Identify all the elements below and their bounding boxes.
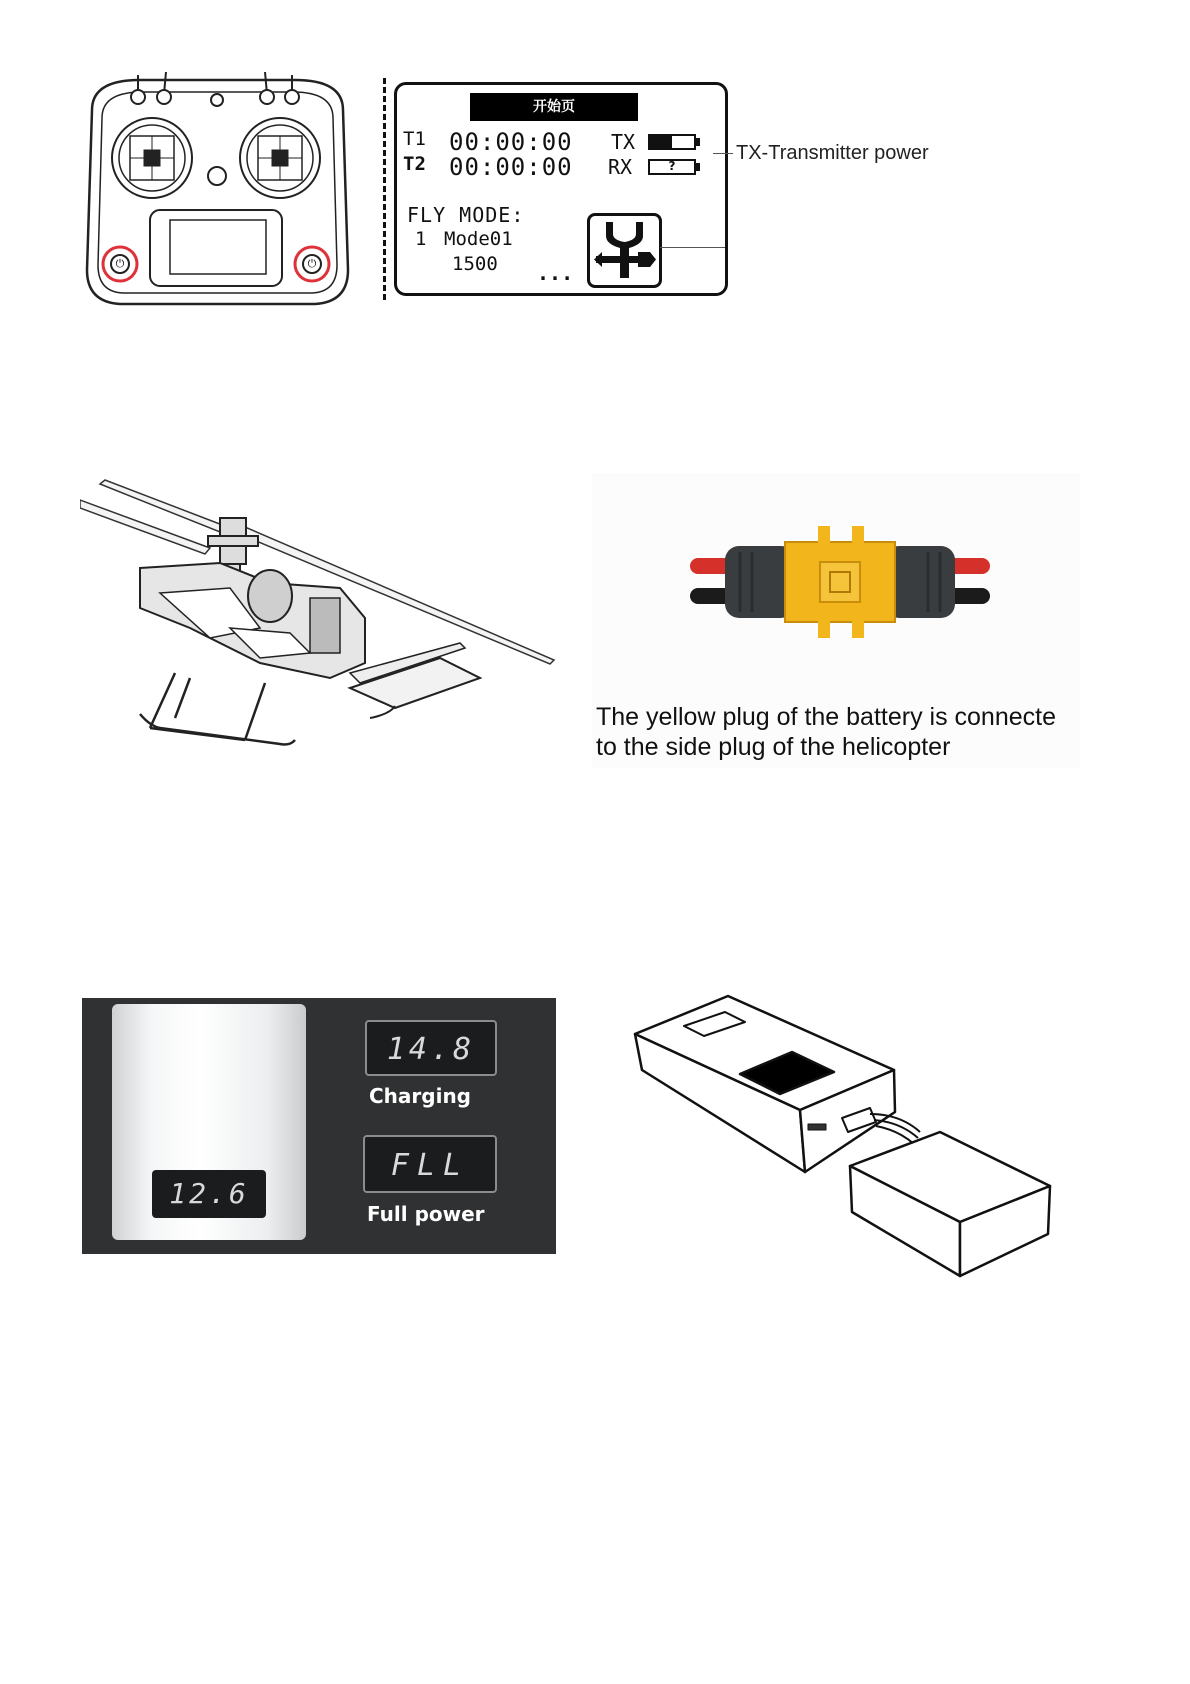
charger-display: 12.6	[152, 1170, 266, 1218]
charger-body	[112, 1004, 306, 1240]
tx-battery-tip	[696, 138, 700, 146]
tx-battery-fill	[650, 136, 672, 148]
charger-battery-drawing	[630, 990, 1100, 1280]
plug-caption-line-2: to the side plug of the helicopter	[596, 733, 951, 761]
dashed-divider	[383, 78, 386, 300]
tx-battery-icon	[648, 134, 696, 150]
fly-mode-label: FLY MODE:	[407, 203, 525, 227]
tx-label: TX	[611, 130, 636, 154]
lcd-header: 开始页	[470, 93, 638, 121]
charging-label: Charging	[369, 1084, 472, 1108]
lcd-screen	[394, 82, 728, 296]
full-power-label: Full power	[367, 1202, 485, 1226]
tool-settings-icon	[587, 213, 662, 288]
tx-power-annotation: TX-Transmitter power	[736, 142, 929, 164]
plug-caption-line-1: The yellow plug of the battery is connecte	[596, 703, 1056, 731]
power-button-icon: ⏻	[307, 257, 317, 270]
annotation-line	[713, 153, 733, 154]
charging-display: 14.8	[365, 1020, 497, 1076]
charger-photo-panel	[82, 998, 556, 1254]
mode-value: 1500	[452, 253, 498, 275]
rx-battery-unknown: ?	[668, 159, 676, 173]
more-dots: ...	[537, 261, 574, 285]
rx-battery-tip	[696, 163, 700, 171]
plug-caption	[596, 702, 1086, 762]
rx-battery-icon	[648, 159, 696, 175]
t2-label: T2	[403, 153, 426, 175]
helicopter-illustration	[80, 478, 560, 763]
mode-name: Mode01	[444, 228, 513, 250]
full-power-display: FLL	[363, 1135, 497, 1193]
t1-time: 00:00:00	[449, 128, 573, 156]
t2-time: 00:00:00	[449, 153, 573, 181]
xt60-plug-photo	[690, 518, 990, 648]
t1-label: T1	[403, 128, 426, 150]
power-button-icon: ⏻	[115, 257, 125, 270]
rx-label: RX	[608, 155, 633, 179]
transmitter-illustration	[80, 70, 355, 315]
mode-number: 1	[415, 228, 427, 250]
annotation-line-2	[660, 247, 725, 248]
